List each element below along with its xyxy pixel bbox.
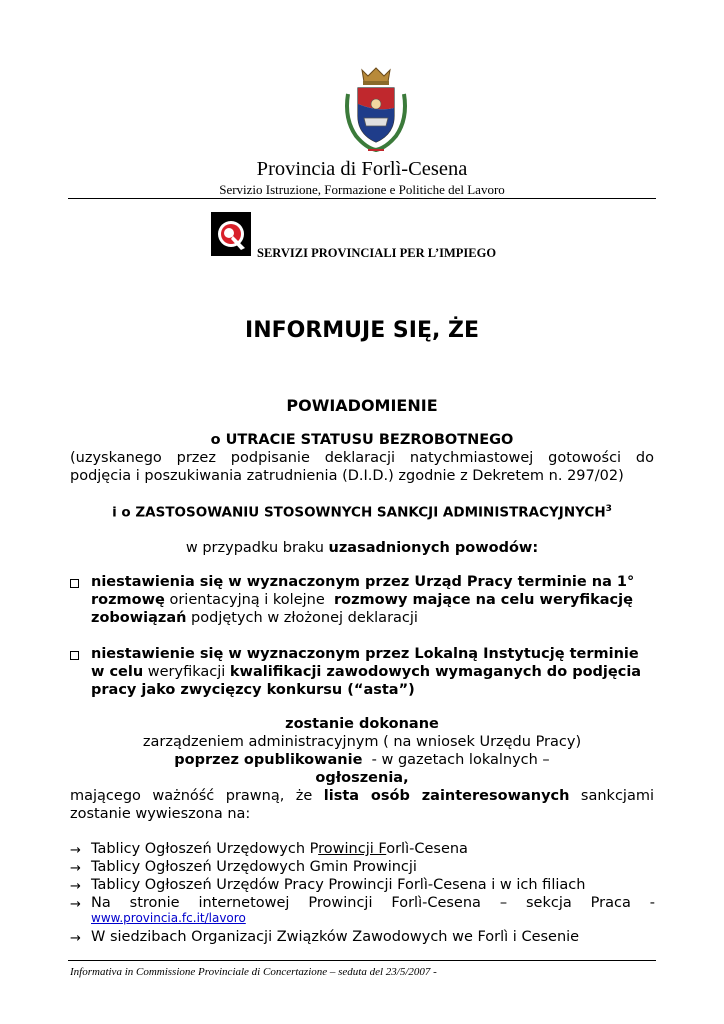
publish-normal: - w gazetach lokalnych – [362,752,550,768]
bullet2-l2-normal: weryfikacji [143,664,230,680]
notice-subtitle: POWIADOMIENIE [286,396,438,415]
arrow-right-icon: → [70,861,81,876]
bullet1-l1: niestawienia się w wyznaczonym przez Urząd Pracy terminie na 1° [91,574,635,590]
validity-bold: lista osób zainteresowanych [323,788,570,804]
list-item-1-a: Tablicy Ogłoszeń Urzędowych P [91,841,319,857]
bullet2-l2-a: w celu [91,664,144,680]
loss-detail-line-2: podjęcia i poszukiwania zatrudnienia (D.I.D.) zgodnie z Dekretem n. 297/02) [70,468,624,484]
list-item-2: Tablicy Ogłoszeń Urzędowych Gmin Prowincji [91,859,417,875]
org-service: Servizio Istruzione, Formazione e Politiche del Lavoro [219,182,505,197]
checkbox-bullet-icon [70,651,79,660]
list-item-1-b: orlì-Cesena [386,841,468,857]
posted-line: zostanie wywieszona na: [70,806,251,822]
list-item-5: W siedzibach Organizacji Związków Zawodowych we Forlì i Cesenie [91,929,580,945]
bullet2-l3: pracy jako zwycięzcy konkursu (“asta”) [91,682,415,698]
employment-services-logo [211,212,251,256]
bullet2-line3 [91,682,415,698]
province-crest-logo [342,64,410,154]
done-line: zarządzeniem administracyjnym ( na wniosek Urzędu Pracy) [142,734,582,750]
bullet1-l3-normal: podjętych w złożonej deklaracji [186,610,418,626]
case-bold: uzasadnionych powodów: [328,540,539,556]
publish-line [0,752,724,768]
page-title: INFORMUJE SIĘ, ŻE [245,318,479,343]
org-name: Provincia di Forlì-Cesena [256,158,468,180]
bullet1-line2 [91,592,633,608]
bullet2-line2 [91,664,641,680]
arrow-right-icon: → [70,897,81,912]
list-item-1 [91,841,468,857]
announce-line: ogłoszenia, [315,770,409,786]
arrow-right-icon: → [70,843,81,858]
bullet1-l2-a: rozmowę [91,592,165,608]
footer-note: Informativa in Commissione Provinciale di Concertazione – seduta del 23/5/2007 - [70,966,437,978]
bullet1-line1 [91,574,634,590]
list-item-4: Na stronie internetowej Prowincji Forlì-Cesena – sekcja Praca - [91,895,655,911]
bullet2-l1: niestawienie się w wyznaczonym przez Lokalną Instytucję terminie [91,646,639,662]
loss-heading: o UTRACIE STATUSU BEZROBOTNEGO [210,432,514,448]
sanctions-heading-text: i o ZASTOSOWANIU STOSOWNYCH SANKCJI ADMINISTRACYJNYCH [112,504,606,521]
bullet1-l2-b: rozmowy mające na celu weryfikację [333,592,633,608]
validity-line [70,788,654,804]
bullet2-l2-b: kwalifikacji zawodowych wymaganych do podjęcia [229,664,642,680]
validity-normal-b: sankcjami [569,788,654,804]
bullet1-l2-normal: orientacyjną i kolejne [164,592,334,608]
list-item-3: Tablicy Ogłoszeń Urzędów Pracy Prowincji Forlì-Cesena i w ich filiach [91,877,586,893]
header-divider [68,198,656,199]
arrow-right-icon: → [70,879,81,894]
bullet1-line3 [91,610,418,626]
footnote-marker: 3 [605,504,612,514]
case-line [0,540,724,556]
loss-detail-line-1: (uzyskanego przez podpisanie deklaracji natychmiastowej gotowości do [70,450,654,466]
arrow-right-icon: → [70,931,81,946]
case-prefix: w przypadku braku [185,540,329,556]
services-label: SERVIZI PROVINCIALI PER L’IMPIEGO [257,246,497,260]
checkbox-bullet-icon [70,579,79,588]
bullet1-l3-bold: zobowiązań [91,610,187,626]
publish-bold: poprzez opublikowanie [174,752,363,768]
done-heading: zostanie dokonane [285,716,439,732]
list-item-1-u: rowincji F [318,841,387,857]
footer-divider [68,960,656,961]
bullet2-line1 [91,646,639,662]
validity-normal-a: mającego ważnóść prawną, że [70,788,324,804]
province-website-link[interactable]: www.provincia.fc.it/lavoro [91,911,246,925]
sanctions-heading [0,504,724,521]
